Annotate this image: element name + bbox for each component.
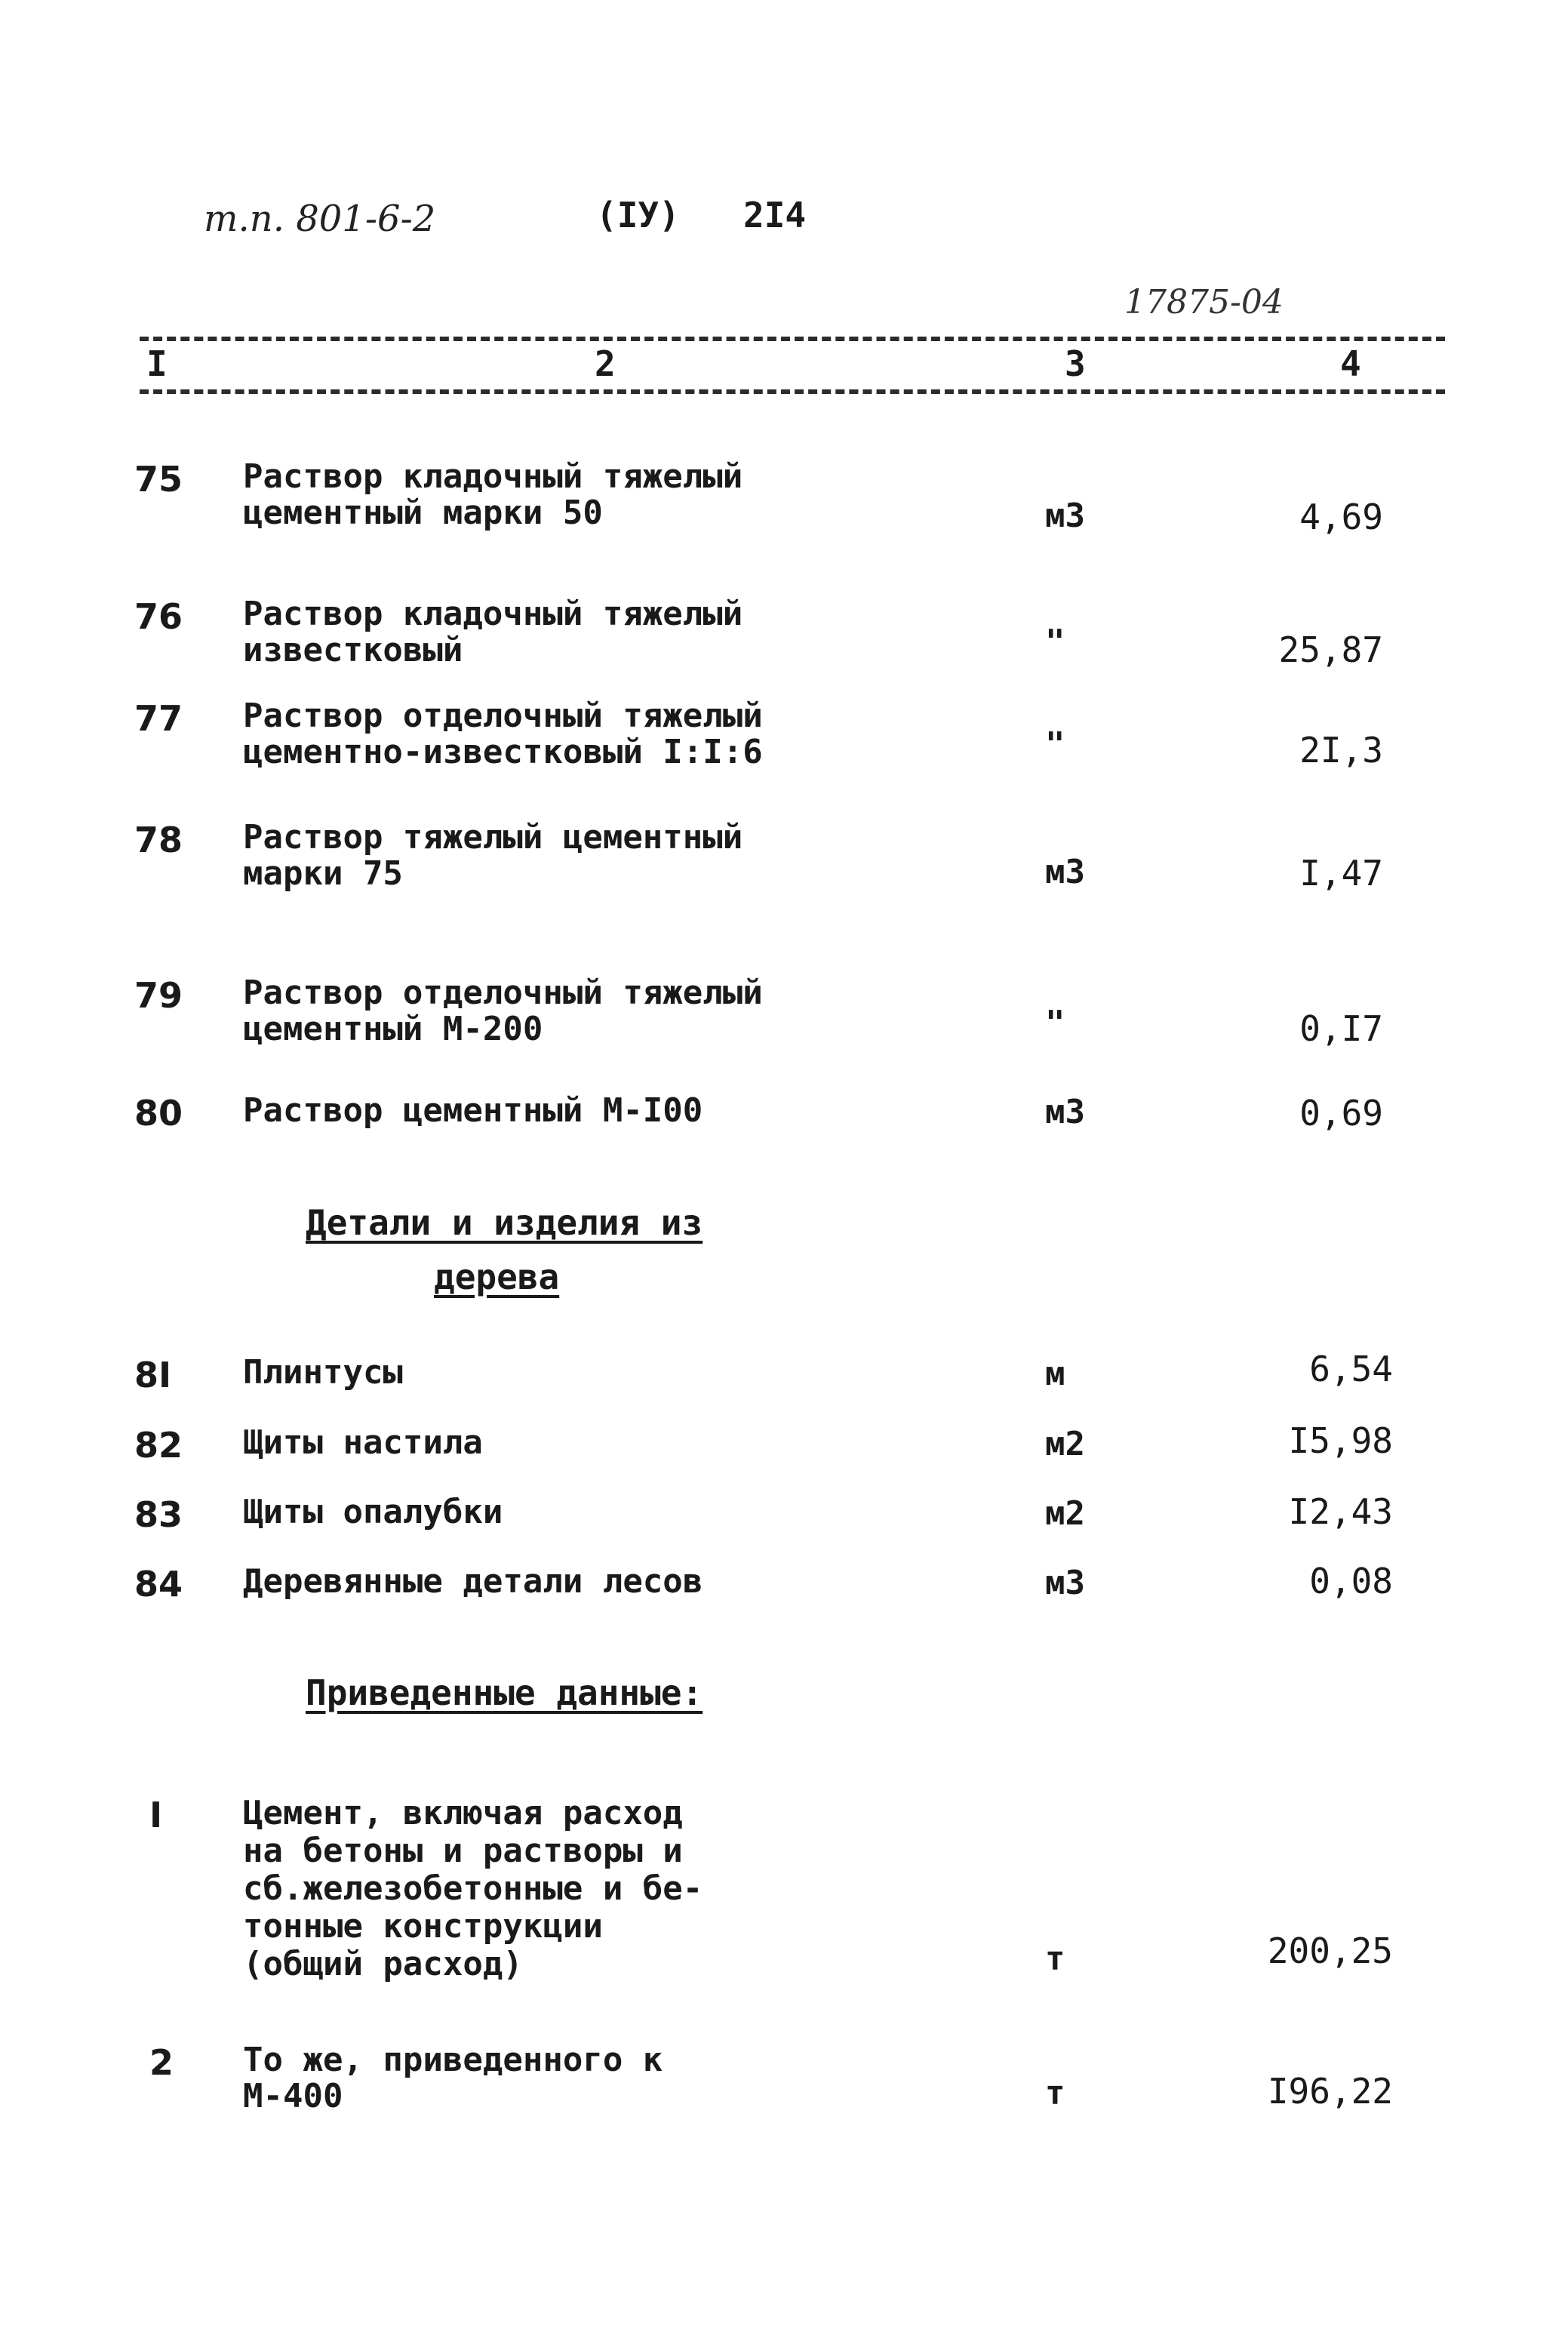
quantity: I96,22 [1267,2071,1393,2112]
row-number: 82 [134,1425,183,1466]
unit: м3 [1045,853,1085,891]
page-number: 2I4 [743,195,807,235]
volume-number: (IУ) [596,195,680,235]
row-number: 77 [134,698,183,739]
material-name: Раствор цементный М-I00 [243,1091,703,1130]
quantity: 0,69 [1299,1093,1383,1134]
unit: м2 [1045,1494,1085,1533]
material-name: Плинтусы [243,1353,403,1392]
unit: " [1045,725,1065,764]
quantity: 200,25 [1267,1930,1393,1971]
material-name: Раствор отделочный тяжелый цементный М-200 [243,974,763,1048]
row-number: I [149,1795,163,1835]
material-name: Раствор отделочный тяжелый цементно-известковый I:I:6 [243,697,763,771]
row-number: 2 [149,2042,174,2083]
row-number: 80 [134,1093,183,1134]
quantity: I2,43 [1288,1491,1393,1532]
row-number: 83 [134,1494,183,1535]
unit: м3 [1045,1564,1085,1602]
quantity: 0,08 [1309,1561,1393,1601]
material-name: Щиты настила [243,1423,483,1462]
row-number: 79 [134,975,183,1016]
quantity: 2I,3 [1299,730,1383,771]
section-heading-title: Приведенные данные: [306,1672,703,1713]
row-number: 75 [134,459,183,500]
unit: м2 [1045,1425,1085,1463]
row-number: 84 [134,1564,183,1604]
material-name: Раствор тяжелый цементный марки 75 [243,818,743,893]
quantity: I,47 [1299,853,1383,894]
column-header-1: I [142,343,172,384]
quantity: 4,69 [1299,497,1383,537]
unit: м3 [1045,497,1085,535]
material-name: То же, приведенного к М-400 [243,2041,663,2115]
quantity: 6,54 [1309,1349,1393,1389]
table-rule-bottom [140,389,1445,394]
material-name: Раствор кладочный тяжелый известковый [243,595,743,669]
material-name: Щиты опалубки [243,1493,503,1531]
column-header-2: 2 [590,343,620,384]
quantity: 0,I7 [1299,1008,1383,1049]
material-name: Деревянные детали лесов [243,1562,703,1601]
unit: м3 [1045,1093,1085,1131]
material-name: Раствор кладочный тяжелый цементный марки 50 [243,457,743,532]
unit: т [1045,1940,1065,1978]
quantity: I5,98 [1288,1420,1393,1461]
unit: т [1045,2074,1065,2112]
unit: " [1045,1004,1065,1042]
section-heading-line1: Детали и изделия из [306,1202,703,1243]
column-header-3: 3 [1060,343,1090,384]
table-rule-top [140,337,1445,341]
unit: м [1045,1355,1065,1393]
section-heading-line2: дерева [434,1257,560,1297]
quantity: 25,87 [1278,629,1383,670]
row-number: 8I [134,1355,172,1395]
project-code: т.п. 801-6-2 [204,198,436,240]
unit: " [1045,623,1065,661]
row-number: 76 [134,596,183,637]
material-name: Цемент, включая расход на бетоны и растворы и сб.железобетонные и бе- тонные конструкции (общий расход) [243,1794,703,1983]
row-number: 78 [134,820,183,860]
column-header-4: 4 [1336,343,1366,384]
document-number: 17875-04 [1124,283,1284,321]
